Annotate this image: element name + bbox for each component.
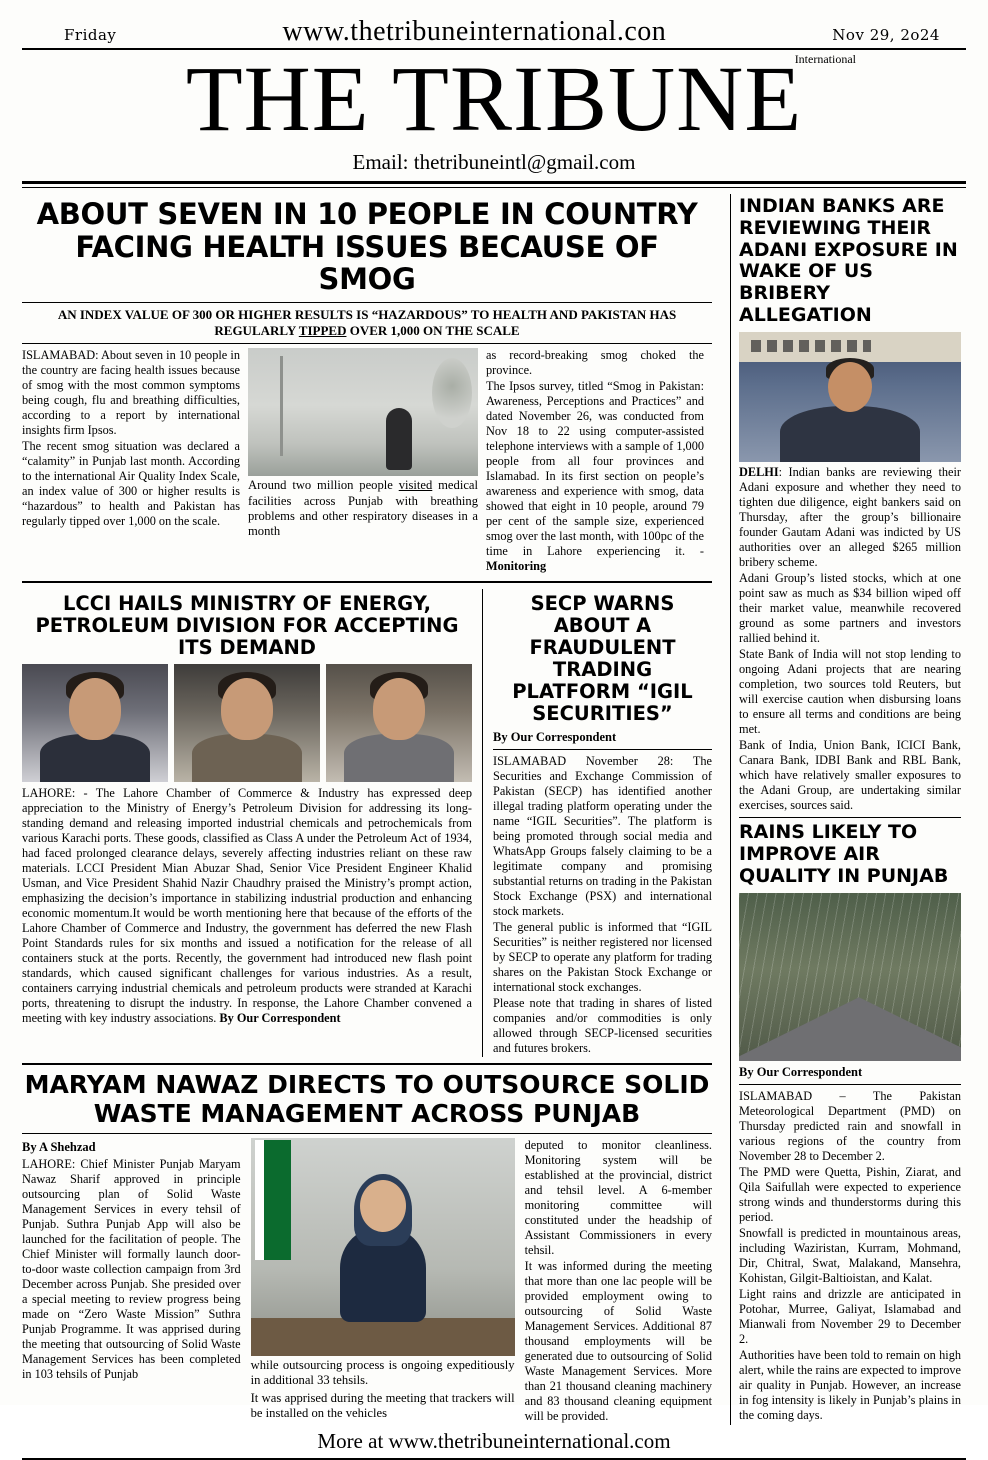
secp-headline: SECP WARNS ABOUT A FRAUDULENT TRADING PLATFORM “IGIL SECURITIES” <box>512 592 693 726</box>
adani-p3: State Bank of India will not stop lending to ongoing Adani projects that are nearing completion, two sources told Reuters, but will exercise caution when disbursing loans to ensure all terms and conditions are being met. <box>739 647 961 737</box>
lead-col3-text: The Ipsos survey, titled “Smog in Pakistan: Awareness, Perceptions and Practices” and dated November 26, was conducted from Nov 18 to 22 using computer-assisted telephone interviews with a sample of 1,000 people from all four provinces and Islamabad. In its first section on people’s awareness and experience with smog, data showed that eight in 10 people, around 79 per cent of the sample size, experienced smog over the last month, with 100pc of the time in Lahore experiencing it. - <box>486 379 704 559</box>
maryam-rule <box>22 1133 712 1134</box>
portrait-photo <box>326 664 472 782</box>
rain-photo <box>739 893 961 1061</box>
masthead <box>0 0 988 179</box>
secp-p1: ISLAMABAD November 28: The Securities and Exchange Commission of Pakistan (SECP) has identified another illegal trading platform operating under the name “IGIL Securities”. The platform is being promoted through social media and WhatsApp Groups falsely claiming to be a legitimate company and promising substantial returns on trading in the Pakistan Stock Exchange (PSX) and international stock markets. <box>493 754 712 919</box>
maryam-photo <box>251 1138 515 1356</box>
main-content <box>0 194 988 1425</box>
lead-rule-top <box>22 302 712 303</box>
maryam-col-3 <box>525 1138 712 1425</box>
lead-col-2 <box>248 348 478 575</box>
rains-p1: ISLAMABAD – The Pakistan Meteorological Department (PMD) on Thursday predicted rain and snowfall in various regions of the country from November 28 to December 2. <box>739 1089 961 1164</box>
maryam-col1-text: LAHORE: Chief Minister Punjab Maryam Nawaz Sharif approved in principle outsourcing plan of Solid Waste Management Services in every tehsil of Punjab. Suthra Punjab App will also be launched for the facilitation of people. The Chief Minister will formally launch door-to-door waste collection campaign from 3rd December across Punjab. She presided over a special meeting to review progress being made on “Zero Waste Mission” Suthra Punjab Programme. It was apprised during the meeting that outsourcing of Solid Waste Management Services has been completed in 103 tehsils of Punjab <box>22 1156 241 1381</box>
adani-photo <box>739 332 961 462</box>
suit-shape <box>780 406 920 462</box>
column-divider <box>730 194 731 1425</box>
lead-col1-p1: ISLAMABAD: About seven in 10 people in the country are facing health issues because of smog with the most common symptoms being cough, flu and breathing difficulties, according to a report by international insights firm Ipsos. <box>22 348 240 438</box>
maryam-col-1 <box>22 1138 241 1425</box>
maryam-col-2 <box>251 1138 515 1425</box>
photo-pole-shape <box>280 356 283 456</box>
maryam-byline: By A Shehzad <box>22 1139 96 1154</box>
adani-p2: Adani Group’s listed stocks, which at one point saw as much as $34 billion wiped off their market value, meanwhile recovered ground as some partners and investors rallied behind it. <box>739 571 961 646</box>
lead-deck <box>22 307 712 340</box>
secp-rule <box>493 749 712 750</box>
portrait-face-shape <box>69 678 121 740</box>
brand-wrap <box>22 48 966 151</box>
brand-international-tag: International <box>794 52 856 66</box>
portrait-photo <box>22 664 168 782</box>
lead-body-flow <box>22 348 712 575</box>
smog-photo-caption <box>248 478 478 539</box>
lcci-article <box>22 589 472 1057</box>
rains-p2: The PMD were Quetta, Pishin, Ziarat, and Qila Saifullah were expected to experience strong winds and thunderstorms during this period. <box>739 1165 961 1225</box>
photo-tree-shape <box>432 358 472 428</box>
secp-byline: By Our Correspondent <box>493 730 617 745</box>
adani-p1-text: : Indian banks are reviewing their Adani exposure and whether they need to tighten due diligence, eight bankers said on Thursday, after the group’s billionaire founder Gautam Adani was indicted by US authorities over an alleged $265 million bribery scheme. <box>739 465 961 570</box>
lead-deck-underline: TIPPED <box>298 323 347 338</box>
secp-article <box>482 589 712 1057</box>
adani-p4: Bank of India, Union Bank, ICICI Bank, Canara Bank, IDBI Bank and RBL Bank, which have relatively smaller exposures to the Adani Group, are undertaking similar exercises, sources said. <box>739 738 961 813</box>
masthead-top-line <box>22 18 966 50</box>
lead-headline: ABOUT SEVEN IN 10 PEOPLE IN COUNTRY FACING HEALTH ISSUES BECAUSE OF SMOG <box>36 197 698 297</box>
masthead-date: Nov 29, 2o24 <box>832 26 940 44</box>
lcci-body <box>22 786 472 1026</box>
lead-article <box>22 198 712 575</box>
portrait-suit-shape <box>40 734 150 782</box>
caption-underline: visited <box>398 478 433 493</box>
portrait-face-shape <box>221 678 273 740</box>
rains-body <box>739 1089 961 1423</box>
portrait-suit-shape <box>192 734 302 782</box>
left-column <box>22 194 722 1425</box>
masthead-email: Email: thetribuneintl@gmail.com <box>352 150 636 175</box>
rains-rule <box>739 1084 961 1085</box>
masthead-day: Friday <box>64 26 117 44</box>
head-shape <box>360 1180 406 1232</box>
head-shape <box>828 362 872 412</box>
lead-col3-credit: Monitoring <box>486 559 547 574</box>
rains-p3: Snowfall is predicted in mountainous areas, including Waziristan, Kurram, Mohmand, Dir, Chitral, Swat, Malakand, Mansehra, Kohistan, Gilgit-Baltioistan, and Kalat. <box>739 1226 961 1286</box>
lcci-headline: LCCI HAILS MINISTRY OF ENERGY, PETROLEUM DIVISION FOR ACCEPTING ITS DEMAND <box>35 592 459 660</box>
rains-p5: Authorities have been told to remain on high alert, while the rains are expected to improve air quality in Punjab. However, an increase in fog intensity is likely in Punjab’s plains in the coming days. <box>739 1348 961 1423</box>
adani-headline: INDIAN BANKS ARE REVIEWING THEIR ADANI EXPOSURE IN WAKE OF US BRIBERY ALLEGATION <box>739 195 958 326</box>
caption-post: medical facilities across Punjab with breathing problems and other respiratory diseases in a month <box>248 478 478 539</box>
section-rule-1 <box>22 581 712 583</box>
maryam-headline: MARYAM NAWAZ DIRECTS TO OUTSOURCE SOLID WASTE MANAGEMENT ACROSS PUNJAB <box>24 1070 710 1128</box>
rains-byline: By Our Correspondent <box>739 1065 863 1080</box>
adani-body <box>739 465 961 813</box>
rains-headline: RAINS LIKELY TO IMPROVE AIR QUALITY IN PUNJAB <box>739 821 949 887</box>
lcci-byline: By Our Correspondent <box>219 1011 341 1026</box>
section-rule-2 <box>22 1063 712 1065</box>
smog-photo <box>248 348 478 476</box>
maryam-caption-1: while outsourcing process is ongoing expeditiously in additional 33 tehsils. <box>250 1357 515 1388</box>
lead-col3-p1: as record-breaking smog choked the province. <box>486 348 704 378</box>
mid-band <box>22 589 712 1057</box>
lead-col3-p2 <box>486 379 704 574</box>
brand-title: THE TRIBUNE <box>185 48 803 151</box>
lead-rule-bottom <box>22 343 712 344</box>
portrait-suit-shape <box>344 734 454 782</box>
maryam-article <box>22 1071 712 1425</box>
flag-shape <box>255 1140 291 1260</box>
lead-col-1 <box>22 348 240 575</box>
secp-body <box>493 754 712 1056</box>
secp-p3: Please note that trading in shares of listed companies and/or commodities is only allowed through SECP-licensed securities and futures brokers. <box>493 996 712 1056</box>
adani-article <box>739 196 961 813</box>
masthead-website: www.thetribuneinternational.con <box>282 16 667 47</box>
lead-deck-part1: AN INDEX VALUE OF 300 OR HIGHER RESULTS IS “HAZARDOUS” TO HEALTH AND PAKISTAN HAS REGULARLY <box>57 306 677 338</box>
footer-text: More at www.thetribuneinternational.com <box>317 1428 671 1453</box>
lead-deck-part2: OVER 1,000 ON THE SCALE <box>346 323 520 338</box>
maryam-col3-p1: deputed to monitor cleanliness. Monitoring system will be established at the provincial, district and tehsil level. A 6-member monitoring committee will constituted under the headship of Assistant Commissioners in every tehsil. <box>524 1137 712 1257</box>
lead-col1-p2: The recent smog situation was declared a “calamity” in Punjab last month. According to the international Air Quality Index Scale, an index value of 300 or higher results is “hazardous” to health and Pakistan has regularly tipped over 1,000 on the scale. <box>22 439 240 529</box>
secp-p2: The general public is informed that “IGIL Securities” is neither registered nor licensed by SECP to operate any platform for trading shares on the Pakistan Stock Exchange or international stock exchanges. <box>493 920 712 995</box>
lcci-body-text: LAHORE: - The Lahore Chamber of Commerce & Industry has expressed deep appreciation to the Ministry of Energy’s Petroleum Division for addressing its long-standing demand and releasing imported industrial chemicals and petrochemicals from various Karachi ports. These goods, classified as Class A under the Petroleum Act of 1934, had faced prolonged clearance delays, severely affecting industries reliant on these raw materials. LCCI President Mian Abuzar Shad, Senior Vice President Engineer Khalid Usman, and Vice President Shahid Nazir Chaudhry praised the Ministry’s prompt action, emphasizing the decision’s importance in stabilizing industrial production and enhancing economic momentum.It would be worth mentioning here that because of the efforts of the Lahore Chamber of Commerce and Industry, the government has deferred the new Flash Point Standards rules for six months and issued a notification for the release of all containers stuck at the ports. Recently, the government had introduced new flash point standards, which caused significant challenges for various industries. As a result, containers carrying industrial chemicals and petroleum products were stranded at Karachi ports, threatening to disrupt the industry. In response, the Lahore Chamber convened a meeting with key industry associations. <box>22 786 472 1026</box>
adani-p1 <box>739 465 961 570</box>
caption-pre: Around two million people <box>248 478 399 493</box>
right-column <box>739 194 961 1425</box>
lead-col-3 <box>486 348 704 575</box>
person-shape <box>340 1226 426 1322</box>
lcci-portraits <box>22 664 472 782</box>
maryam-col3-p2: It was informed during the meeting that more than one lac people will be provided employment owing to outsourcing of Solid Waste Management Services. Additional 87 thousand employments will be generated due to outsourcing of Solid Waste Management Services. More than 21 thousand cleaning machinery and 83 thousand cleaning equipment will be provided. <box>524 1258 712 1423</box>
maryam-caption-2: It was apprised during the meeting that trackers will be installed on the vehicles <box>250 1390 515 1421</box>
desk-shape <box>251 1318 515 1356</box>
rains-p4: Light rains and drizzle are anticipated in Potohar, Murree, Galiyat, Islamabad and Mianwali from November 29 to December 2. <box>739 1287 961 1347</box>
adani-dateline: DELHI <box>739 465 779 480</box>
rains-article <box>739 822 961 1423</box>
maryam-body-flow <box>22 1138 712 1425</box>
masthead-rule <box>22 181 966 188</box>
photo-person-shape <box>386 408 412 470</box>
portrait-photo <box>174 664 320 782</box>
portrait-face-shape <box>373 678 425 740</box>
right-rule-1 <box>739 817 961 818</box>
